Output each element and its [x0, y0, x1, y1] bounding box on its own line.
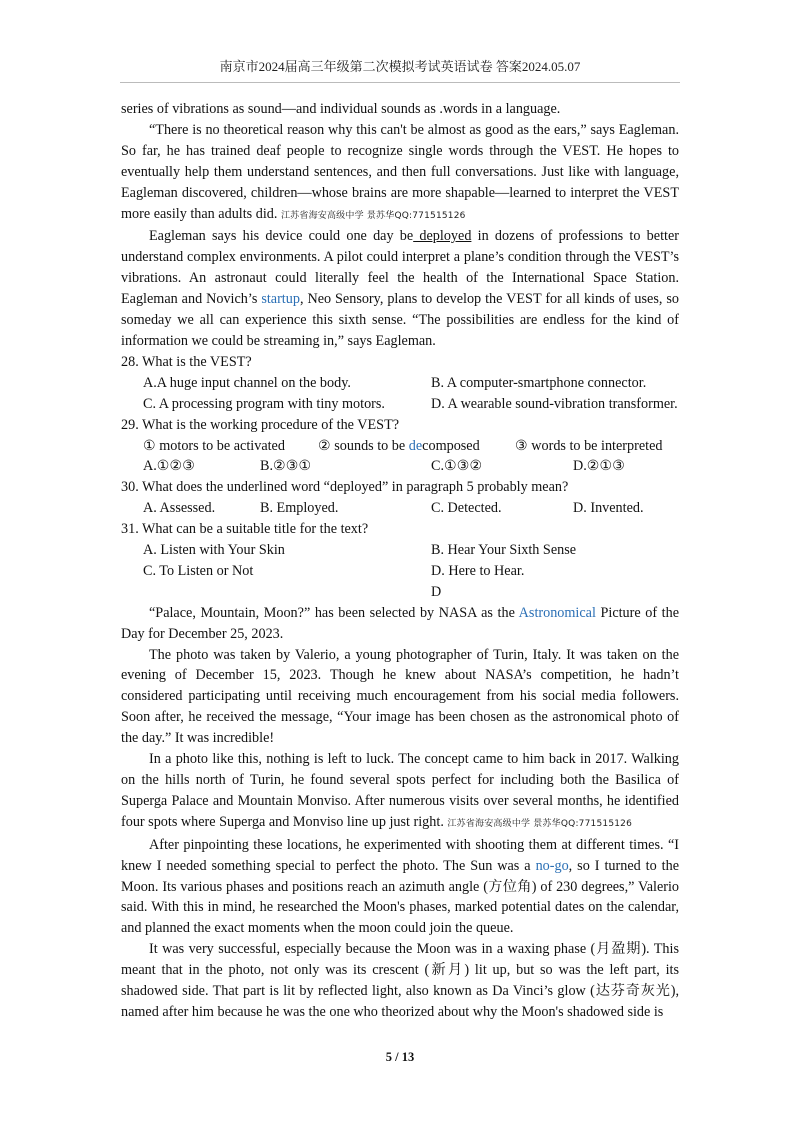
option-b: B. Hear Your Sixth Sense: [431, 542, 577, 559]
step-3: ③ words to be interpreted: [515, 437, 663, 454]
option-a: A.①②③: [143, 458, 195, 475]
option-b: B.②③①: [260, 458, 312, 475]
step-text: ② sounds to be: [318, 437, 409, 454]
paragraph: [121, 120, 679, 227]
question-stem: 31. What can be a suitable title for the text?: [121, 521, 369, 538]
header-divider: [120, 82, 680, 83]
page-header: 南京市2024届高三年级第二次模拟考试英语试卷 答案2024.05.07: [219, 59, 581, 74]
astronomical-link[interactable]: Astronomical: [518, 604, 596, 621]
section-label: D: [431, 583, 442, 600]
option-row: [121, 561, 679, 582]
paragraph-text: Picture of the Day for December 25, 2023.: [121, 604, 679, 642]
question-stem: 28. What is the VEST?: [121, 353, 252, 370]
option-b: B. A computer-smartphone connector.: [431, 374, 647, 391]
option-c: C.①③②: [431, 458, 483, 475]
paragraph: [121, 835, 679, 940]
paragraph: It was very successful, especially because the Moon was in a waxing phase (月盈期). This meant that in the photo, not only was its crescent (新月) lit up, but so was the left part, its shadowed side. That part is lit by reflected light, also known as Da Vinci’s glow (达芬奇灰光), named after him because he was the one who theorized about why the Moon's shadowed side is: [121, 941, 679, 1020]
option-a: A. Listen with Your Skin: [143, 542, 285, 559]
paragraph: [121, 226, 679, 351]
startup-link[interactable]: startup: [261, 291, 300, 308]
paragraph-text: , Neo Sensory, plans to develop the VEST for all kinds of uses, so someday we all can experience this sixth sense. “The possibilities are endless for the kind of information we could be streaming in,” says Eagleman.: [121, 291, 679, 349]
decomposed-link[interactable]: de: [408, 437, 423, 454]
paragraph-text: , so I turned to the Moon. Its various phases and positions reach an azimuth angle (方位角) of 230 degrees,” Valerio said. With this in mind, he researched the Moon's phases, marked potential dates on the calendar, and planned the exact moments when the moon could join the queue.: [121, 857, 680, 937]
option-row: [121, 456, 679, 477]
option-c: C. To Listen or Not: [143, 562, 254, 579]
paragraph-text: in dozens of professions to better understand complex environments. A pilot could interpret a plane’s condition through the VEST’s vibrations. An astronaut could literally feel the health of the International Space Station. Eagleman and Novich’s: [121, 228, 679, 308]
watermark: 江苏省海安高级中学 景苏华QQ:771515126: [280, 210, 466, 221]
option-row: [121, 394, 679, 415]
watermark: 江苏省海安高级中学 景苏华QQ:771515126: [447, 818, 633, 829]
option-d: D. Here to Hear.: [431, 562, 525, 579]
paragraph-text: “Palace, Mountain, Moon?” has been selected by NASA as the: [149, 604, 519, 621]
paragraph-text: “There is no theoretical reason why this can't be almost as good as the ears,” says Eagleman. So far, he has trained deaf people to recognize single words through the VEST. He hopes to eventually help them understand sentences, and then full conversations. Just like with language, Eagleman discovered, children—whose brains are more shapable—learned to interpret the VEST more easily than adults did.: [121, 121, 679, 222]
option-a: A.A huge input channel on the body.: [143, 374, 351, 391]
no-go-link[interactable]: no-go: [535, 857, 569, 874]
option-d: D. Invented.: [573, 500, 644, 517]
option-d: D. A wearable sound-vibration transformer.: [431, 395, 678, 412]
step-text: composed: [422, 437, 480, 454]
paragraph-text: Eagleman says his device could one day be: [149, 228, 414, 245]
underlined-word: deployed: [413, 228, 472, 245]
paragraph: [121, 749, 679, 835]
paragraph-text: In a photo like this, nothing is left to luck. The concept came to him back in 2017. Walking on the hills north of Turin, he found several spots perfect for including both the Basilica of Superga Palace and Mountain Monviso. After numerous visits over several months, he identified four spots where Superga and Monviso line up just right.: [121, 751, 679, 830]
option-row: [121, 540, 679, 561]
question-stem: 30. What does the underlined word “deployed” in paragraph 5 probably mean?: [121, 479, 569, 496]
section-label-row: [121, 582, 679, 603]
step-row: [121, 436, 679, 457]
option-b: B. Employed.: [260, 500, 339, 517]
question-stem: 29. What is the working procedure of the VEST?: [121, 416, 400, 433]
page-content: [121, 99, 679, 1023]
page-number: 5 / 13: [385, 1050, 415, 1064]
option-a: A. Assessed.: [143, 500, 216, 517]
option-d: D.②①③: [573, 458, 625, 475]
step-2: [318, 436, 515, 457]
option-c: C. Detected.: [431, 500, 502, 517]
step-1: ① motors to be activated: [143, 437, 285, 454]
paragraph-text: After pinpointing these locations, he experimented with shooting them at different times. “I knew I needed something special to perfect the photo. The Sun was a: [121, 836, 679, 874]
option-c: C. A processing program with tiny motors.: [143, 395, 385, 412]
option-row: [121, 373, 679, 394]
option-row: [121, 498, 679, 519]
paragraph: [121, 603, 679, 645]
paragraph: The photo was taken by Valerio, a young photographer of Turin, Italy. It was taken on the evening of December 15, 2023. Though he knew about NASA’s competition, he hadn’t considered participating until receiving much encouragement from his social media followers. Soon after, he received the message, “Your image has been chosen as the astronomical photo of the day.” It was incredible!: [121, 646, 679, 747]
paragraph: series of vibrations as sound—and individual sounds as .words in a language.: [121, 101, 561, 117]
